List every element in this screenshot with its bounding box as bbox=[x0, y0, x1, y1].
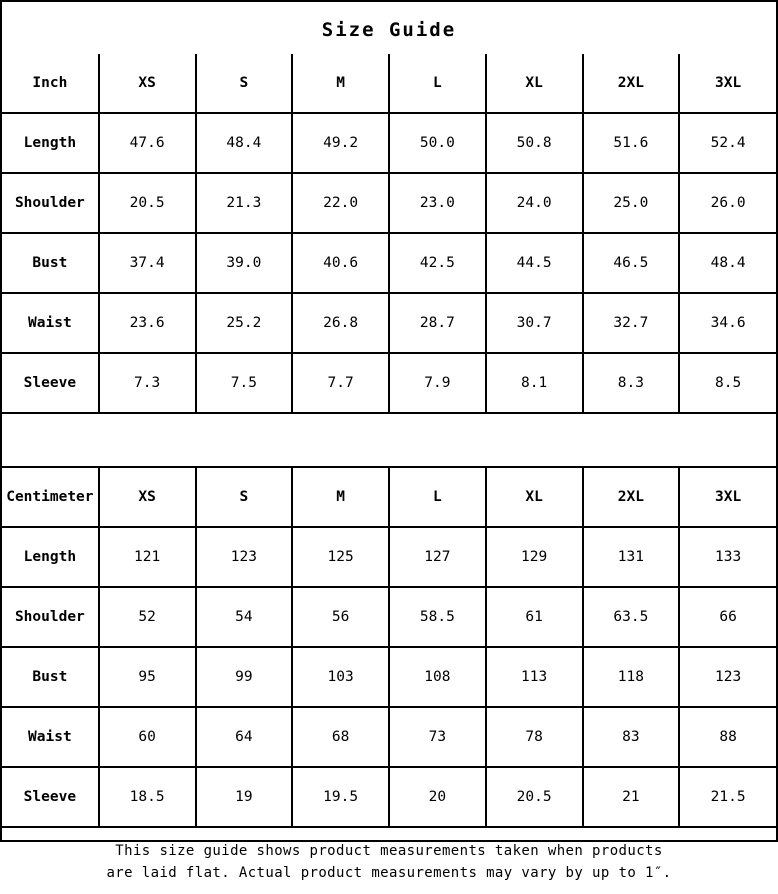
measurement-value: 21.3 bbox=[196, 173, 293, 233]
table-row bbox=[2, 587, 776, 647]
measurement-value: 8.5 bbox=[679, 353, 776, 412]
measurement-value: 32.7 bbox=[583, 293, 680, 353]
measurement-value: 25.2 bbox=[196, 293, 293, 353]
unit-label-inch: Inch bbox=[2, 54, 99, 113]
measurement-value: 20.5 bbox=[99, 173, 196, 233]
measurement-value: 42.5 bbox=[389, 233, 486, 293]
table-row bbox=[2, 353, 776, 412]
measurement-value: 63.5 bbox=[583, 587, 680, 647]
measurement-label: Waist bbox=[2, 707, 99, 767]
measurement-value: 30.7 bbox=[486, 293, 583, 353]
measurement-value: 64 bbox=[196, 707, 293, 767]
measurement-value: 129 bbox=[486, 527, 583, 587]
table-row bbox=[2, 113, 776, 173]
measurement-value: 26.0 bbox=[679, 173, 776, 233]
measurement-value: 46.5 bbox=[583, 233, 680, 293]
measurement-value: 52 bbox=[99, 587, 196, 647]
measurement-value: 50.0 bbox=[389, 113, 486, 173]
measurement-value: 83 bbox=[583, 707, 680, 767]
size-column-header: L bbox=[389, 468, 486, 527]
page-title: Size Guide bbox=[321, 19, 457, 41]
table-header-row bbox=[2, 54, 776, 113]
measurement-value: 127 bbox=[389, 527, 486, 587]
measurement-value: 95 bbox=[99, 647, 196, 707]
table-row bbox=[2, 173, 776, 233]
centimeter-size-table bbox=[2, 468, 776, 826]
measurement-value: 37.4 bbox=[99, 233, 196, 293]
measurement-value: 125 bbox=[292, 527, 389, 587]
table-separator bbox=[2, 412, 776, 468]
measurement-value: 44.5 bbox=[486, 233, 583, 293]
measurement-value: 8.3 bbox=[583, 353, 680, 412]
table-row bbox=[2, 233, 776, 293]
unit-label-centimeter: Centimeter bbox=[2, 468, 99, 527]
measurement-value: 133 bbox=[679, 527, 776, 587]
size-column-header: 3XL bbox=[679, 468, 776, 527]
measurement-value: 56 bbox=[292, 587, 389, 647]
size-column-header: 2XL bbox=[583, 468, 680, 527]
table-row bbox=[2, 527, 776, 587]
footer-note bbox=[2, 826, 776, 894]
measurement-value: 7.9 bbox=[389, 353, 486, 412]
measurement-value: 8.1 bbox=[486, 353, 583, 412]
measurement-value: 21.5 bbox=[679, 767, 776, 826]
measurement-value: 21 bbox=[583, 767, 680, 826]
measurement-value: 34.6 bbox=[679, 293, 776, 353]
measurement-value: 113 bbox=[486, 647, 583, 707]
measurement-value: 99 bbox=[196, 647, 293, 707]
size-column-header: S bbox=[196, 468, 293, 527]
measurement-value: 60 bbox=[99, 707, 196, 767]
measurement-value: 52.4 bbox=[679, 113, 776, 173]
measurement-value: 23.6 bbox=[99, 293, 196, 353]
measurement-value: 39.0 bbox=[196, 233, 293, 293]
measurement-value: 68 bbox=[292, 707, 389, 767]
measurement-value: 54 bbox=[196, 587, 293, 647]
measurement-label: Bust bbox=[2, 647, 99, 707]
size-column-header: XS bbox=[99, 54, 196, 113]
table-header-row bbox=[2, 468, 776, 527]
footer-line-2: are laid flat. Actual product measurements may vary by up to 1″. bbox=[106, 864, 672, 881]
size-column-header: L bbox=[389, 54, 486, 113]
measurement-value: 19.5 bbox=[292, 767, 389, 826]
measurement-value: 48.4 bbox=[196, 113, 293, 173]
measurement-value: 7.7 bbox=[292, 353, 389, 412]
measurement-label: Sleeve bbox=[2, 353, 99, 412]
measurement-value: 121 bbox=[99, 527, 196, 587]
measurement-value: 58.5 bbox=[389, 587, 486, 647]
measurement-value: 50.8 bbox=[486, 113, 583, 173]
measurement-value: 47.6 bbox=[99, 113, 196, 173]
measurement-value: 51.6 bbox=[583, 113, 680, 173]
measurement-value: 108 bbox=[389, 647, 486, 707]
measurement-value: 20 bbox=[389, 767, 486, 826]
measurement-label: Length bbox=[2, 113, 99, 173]
measurement-value: 73 bbox=[389, 707, 486, 767]
measurement-value: 24.0 bbox=[486, 173, 583, 233]
measurement-label: Waist bbox=[2, 293, 99, 353]
measurement-value: 40.6 bbox=[292, 233, 389, 293]
inch-size-table bbox=[2, 54, 776, 412]
measurement-value: 7.3 bbox=[99, 353, 196, 412]
measurement-label: Length bbox=[2, 527, 99, 587]
table-row bbox=[2, 707, 776, 767]
size-column-header: S bbox=[196, 54, 293, 113]
measurement-value: 28.7 bbox=[389, 293, 486, 353]
measurement-value: 25.0 bbox=[583, 173, 680, 233]
measurement-value: 7.5 bbox=[196, 353, 293, 412]
size-column-header: XL bbox=[486, 468, 583, 527]
measurement-value: 61 bbox=[486, 587, 583, 647]
measurement-value: 19 bbox=[196, 767, 293, 826]
measurement-label: Sleeve bbox=[2, 767, 99, 826]
measurement-value: 20.5 bbox=[486, 767, 583, 826]
measurement-value: 49.2 bbox=[292, 113, 389, 173]
measurement-value: 18.5 bbox=[99, 767, 196, 826]
measurement-value: 131 bbox=[583, 527, 680, 587]
table-row bbox=[2, 647, 776, 707]
measurement-label: Shoulder bbox=[2, 173, 99, 233]
measurement-value: 22.0 bbox=[292, 173, 389, 233]
measurement-label: Bust bbox=[2, 233, 99, 293]
measurement-value: 123 bbox=[196, 527, 293, 587]
size-column-header: M bbox=[292, 54, 389, 113]
table-row bbox=[2, 767, 776, 826]
table-row bbox=[2, 293, 776, 353]
measurement-value: 48.4 bbox=[679, 233, 776, 293]
measurement-value: 78 bbox=[486, 707, 583, 767]
measurement-value: 118 bbox=[583, 647, 680, 707]
measurement-value: 123 bbox=[679, 647, 776, 707]
size-column-header: M bbox=[292, 468, 389, 527]
footer-line-1: This size guide shows product measurements taken when products bbox=[115, 843, 663, 859]
measurement-value: 88 bbox=[679, 707, 776, 767]
size-column-header: XL bbox=[486, 54, 583, 113]
measurement-value: 66 bbox=[679, 587, 776, 647]
measurement-value: 103 bbox=[292, 647, 389, 707]
size-column-header: XS bbox=[99, 468, 196, 527]
size-column-header: 3XL bbox=[679, 54, 776, 113]
measurement-label: Shoulder bbox=[2, 587, 99, 647]
size-column-header: 2XL bbox=[583, 54, 680, 113]
measurement-value: 26.8 bbox=[292, 293, 389, 353]
measurement-value: 23.0 bbox=[389, 173, 486, 233]
